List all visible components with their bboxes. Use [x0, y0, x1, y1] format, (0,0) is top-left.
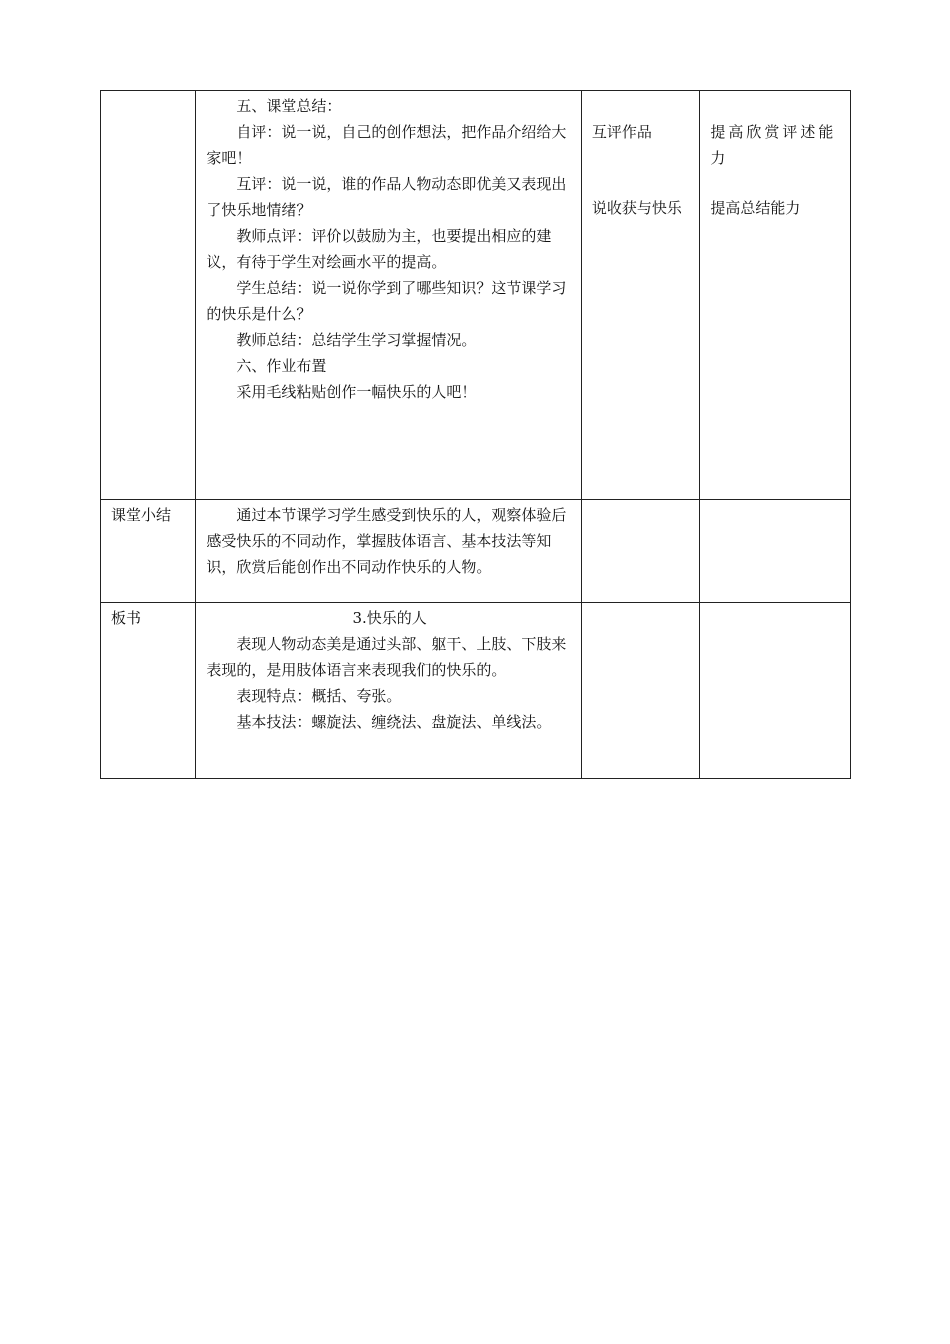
table-row [101, 603, 851, 779]
row-label-cell [101, 603, 196, 779]
empty-cell [700, 603, 851, 779]
empty-cell [700, 500, 851, 603]
paragraph: 表现人物动态美是通过头部、躯干、上肢、下肢来表现的，是用肢体语言来表现我们的快乐的。 [206, 635, 567, 679]
activity-item: 互评作品 [591, 123, 652, 141]
empty-cell [581, 603, 699, 779]
paragraph: 教师总结：总结学生学习掌握情况。 [236, 331, 477, 349]
empty-cell [581, 500, 699, 603]
row-label: 课堂小结 [111, 506, 172, 524]
paragraph: 自评：说一说，自己的创作想法，把作品介绍给大家吧！ [206, 123, 567, 167]
content-cell [196, 603, 582, 779]
row-label-cell [101, 500, 196, 603]
paragraph: 学生总结：说一说你学到了哪些知识？这节课学习的快乐是什么？ [206, 279, 567, 323]
row-label [101, 91, 195, 93]
table-row [101, 500, 851, 603]
paragraph: 表现特点：概括、夸张。 [236, 687, 402, 705]
row-label-cell [101, 91, 196, 500]
row-label: 板书 [111, 609, 142, 627]
table-row [101, 91, 851, 500]
paragraph: 互评：说一说，谁的作品人物动态即优美又表现出了快乐地情绪？ [206, 175, 567, 219]
design-intent-cell [700, 91, 851, 500]
lesson-plan-table [100, 90, 851, 779]
content-cell [196, 500, 582, 603]
activity-item: 说收获与快乐 [591, 199, 682, 217]
paragraph: 教师点评：评价以鼓励为主，也要提出相应的建议，有待于学生对绘画水平的提高。 [206, 227, 552, 271]
paragraph: 基本技法：螺旋法、缠绕法、盘旋法、单线法。 [236, 713, 552, 731]
paragraph: 采用毛线粘贴创作一幅快乐的人吧！ [236, 383, 477, 401]
intent-item: 提高总结能力 [710, 199, 801, 217]
section-heading: 六、作业布置 [236, 357, 327, 375]
section-heading: 五、课堂总结： [236, 97, 342, 115]
intent-item: 提高欣赏评述能力 [710, 123, 837, 167]
paragraph: 通过本节课学习学生感受到快乐的人，观察体验后感受快乐的不同动作，掌握肢体语言、基本技法等知识，欣赏后能创作出不同动作快乐的人物。 [206, 506, 567, 576]
student-activity-cell [581, 91, 699, 500]
board-title: 3.快乐的人 [352, 609, 427, 627]
content-cell [196, 91, 582, 500]
